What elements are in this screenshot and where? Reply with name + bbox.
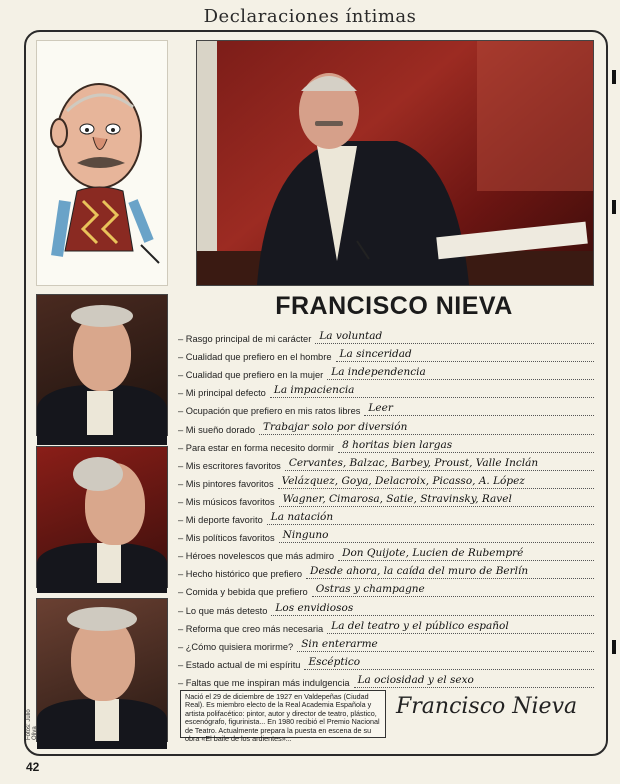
handwritten-answer: Don Quijote, Lucien de Rubempré [338, 546, 594, 561]
handwritten-answer: La independencia [327, 365, 594, 380]
questionnaire-row [178, 453, 594, 471]
handwritten-signature: Francisco Nieva [396, 694, 578, 719]
questionnaire-row [178, 579, 594, 597]
page-number: 42 [26, 760, 40, 774]
questionnaire-row [178, 652, 594, 670]
biography-box: Nació el 29 de diciembre de 1927 en Valdepeñas (Ciudad Real). Es miembro electo de la Real Academia Española y artista polifacético: pintor, autor y director de teatro, plástico, escenógrafo, figurinista... En 1980 recibió el Premio Nacional de Teatro. Actualmente prepara la puesta en escena de su obra «El baile de los ardientes»... [180, 690, 386, 738]
questionnaire-row [178, 670, 594, 688]
questionnaire-row [178, 326, 594, 344]
interviewee-name: FRANCISCO NIEVA [275, 292, 513, 320]
question-label: – Mis músicos favoritos [178, 496, 275, 507]
handwritten-answer: Velázquez, Goya, Delacroix, Picasso, A. López [278, 474, 594, 489]
questionnaire-row [178, 616, 594, 634]
questionnaire-row [178, 489, 594, 507]
handwritten-answer: Ninguno [279, 528, 594, 543]
question-label: – Cualidad que prefiero en el hombre [178, 352, 332, 363]
handwritten-answer: Desde ahora, la caída del muro de Berlín [306, 564, 594, 579]
main-portrait-photo [196, 40, 594, 286]
handwritten-answer: La natación [267, 510, 594, 525]
question-label: – Lo que más detesto [178, 605, 268, 616]
question-label: – Mis políticos favoritos [178, 533, 275, 544]
question-label: – Cualidad que prefiero en la mujer [178, 370, 324, 381]
question-label: – Reforma que creo más necesaria [178, 623, 324, 634]
questionnaire-row [178, 525, 594, 543]
photo-credit: Fotos: Julio Oliva [26, 709, 38, 740]
question-label: – Rasgo principal de mi carácter [178, 334, 312, 345]
questionnaire [178, 326, 594, 688]
question-label: – Mis escritores favoritos [178, 460, 281, 471]
caricature-illustration [36, 40, 168, 286]
handwritten-answer: La ociosidad y el sexo [354, 673, 594, 688]
questionnaire-row [178, 380, 594, 398]
handwritten-answer: Leer [364, 401, 594, 416]
questionnaire-row [178, 543, 594, 561]
questionnaire-row [178, 362, 594, 380]
handwritten-answer: La impaciencia [270, 383, 594, 398]
handwritten-answer: Ostras y champagne [312, 582, 594, 597]
margin-mark-middle [612, 200, 616, 214]
questionnaire-row [178, 435, 594, 453]
question-label: – Faltas que me inspiran más indulgencia [178, 677, 350, 688]
portrait-photo-3 [36, 598, 168, 742]
handwritten-answer: Sin enterarme [297, 637, 594, 652]
caricature-drawing [37, 41, 167, 285]
handwritten-answer: Los envidiosos [271, 601, 594, 616]
handwritten-answer: La voluntad [315, 329, 594, 344]
questionnaire-row [178, 471, 594, 489]
handwritten-answer: Trabajar solo por diversión [259, 420, 594, 435]
handwritten-answer: 8 horitas bien largas [338, 438, 594, 453]
question-label: – ¿Cómo quisiera morirme? [178, 641, 294, 652]
question-label: – Mi sueño dorado [178, 424, 256, 435]
questionnaire-row [178, 398, 594, 416]
portrait-photo-2 [36, 446, 168, 588]
question-label: – Estado actual de mi espíritu [178, 659, 301, 670]
questionnaire-row [178, 561, 594, 579]
questionnaire-row [178, 634, 594, 652]
question-label: – Hecho histórico que prefiero [178, 569, 303, 580]
questionnaire-row [178, 597, 594, 615]
question-label: – Ocupación que prefiero en mis ratos libres [178, 406, 361, 417]
question-label: – Héroes novelescos que más admiro [178, 551, 335, 562]
handwritten-answer: Wagner, Cimarosa, Satie, Stravinsky, Ravel [279, 492, 594, 507]
margin-mark-lower [612, 640, 616, 654]
section-title: Declaraciones íntimas [203, 6, 417, 27]
question-label: – Mi principal defecto [178, 388, 266, 399]
handwritten-answer: Cervantes, Balzac, Barbey, Proust, Valle Inclán [285, 456, 594, 471]
handwritten-answer: La del teatro y el público español [327, 619, 594, 634]
handwritten-answer: Escéptico [304, 655, 594, 670]
questionnaire-row [178, 416, 594, 434]
portrait-photo-1 [36, 294, 168, 436]
question-label: – Mi deporte favorito [178, 515, 263, 526]
questionnaire-row [178, 344, 594, 362]
question-label: – Mis pintores favoritos [178, 478, 274, 489]
margin-mark-top [612, 70, 616, 84]
handwritten-answer: La sinceridad [336, 347, 595, 362]
question-label: – Comida y bebida que prefiero [178, 587, 308, 598]
question-label: – Para estar en forma necesito dormir [178, 442, 335, 453]
questionnaire-row [178, 507, 594, 525]
